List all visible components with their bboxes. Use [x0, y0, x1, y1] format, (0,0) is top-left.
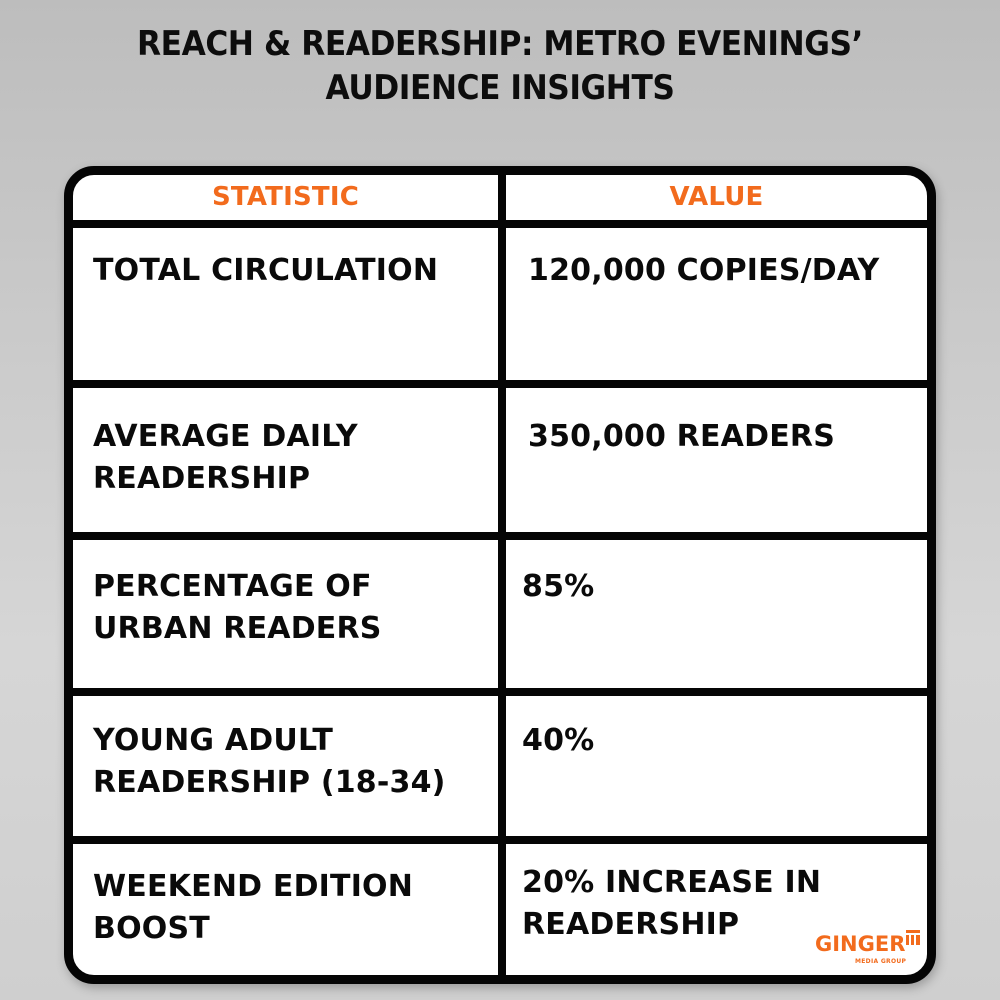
column-divider	[498, 844, 506, 975]
table-row	[73, 532, 927, 688]
table-row	[73, 220, 927, 380]
column-divider	[498, 696, 506, 836]
title-line-1: REACH & READERSHIP: METRO EVENINGS’	[137, 24, 863, 64]
value-text: 350,000 READERS	[528, 419, 835, 454]
statistic-text: READERSHIP	[93, 461, 311, 496]
statistic-cell	[73, 388, 498, 532]
bars-logo-icon	[905, 930, 921, 946]
header-statistic: STATISTIC	[212, 182, 359, 212]
value-cell	[506, 228, 927, 380]
column-divider	[498, 388, 506, 532]
statistic-text: WEEKEND EDITION	[93, 869, 414, 904]
statistic-text: AVERAGE DAILY	[93, 419, 358, 454]
ginger-media-group-logo	[815, 928, 925, 972]
logo-tagline: MEDIA GROUP	[855, 958, 907, 965]
statistic-cell	[73, 228, 498, 380]
value-cell	[506, 388, 927, 532]
column-divider	[498, 540, 506, 688]
statistic-text: YOUNG ADULT	[93, 723, 333, 758]
column-divider	[498, 175, 506, 220]
table-row	[73, 688, 927, 836]
statistic-text: BOOST	[93, 911, 210, 946]
statistics-table	[64, 166, 936, 984]
column-divider	[498, 228, 506, 380]
table-header-row	[73, 175, 927, 220]
value-cell	[506, 696, 927, 836]
logo-name: GINGER	[815, 932, 906, 956]
value-text: 20% INCREASE IN	[522, 865, 822, 900]
page-title	[40, 22, 960, 110]
value-cell	[506, 540, 927, 688]
statistic-text: TOTAL CIRCULATION	[93, 253, 439, 288]
value-text: READERSHIP	[522, 907, 740, 942]
table-row	[73, 380, 927, 532]
title-line-2: AUDIENCE INSIGHTS	[325, 68, 675, 108]
statistic-text: PERCENTAGE OF	[93, 569, 372, 604]
statistic-text: URBAN READERS	[93, 611, 382, 646]
table-row	[73, 836, 927, 975]
statistic-text: READERSHIP (18-34)	[93, 765, 446, 800]
value-text: 40%	[522, 723, 595, 758]
header-value: VALUE	[669, 182, 764, 212]
statistic-cell	[73, 540, 498, 688]
statistic-cell	[73, 696, 498, 836]
value-text: 120,000 COPIES/DAY	[528, 253, 880, 288]
statistic-cell	[73, 844, 498, 975]
value-text: 85%	[522, 569, 595, 604]
